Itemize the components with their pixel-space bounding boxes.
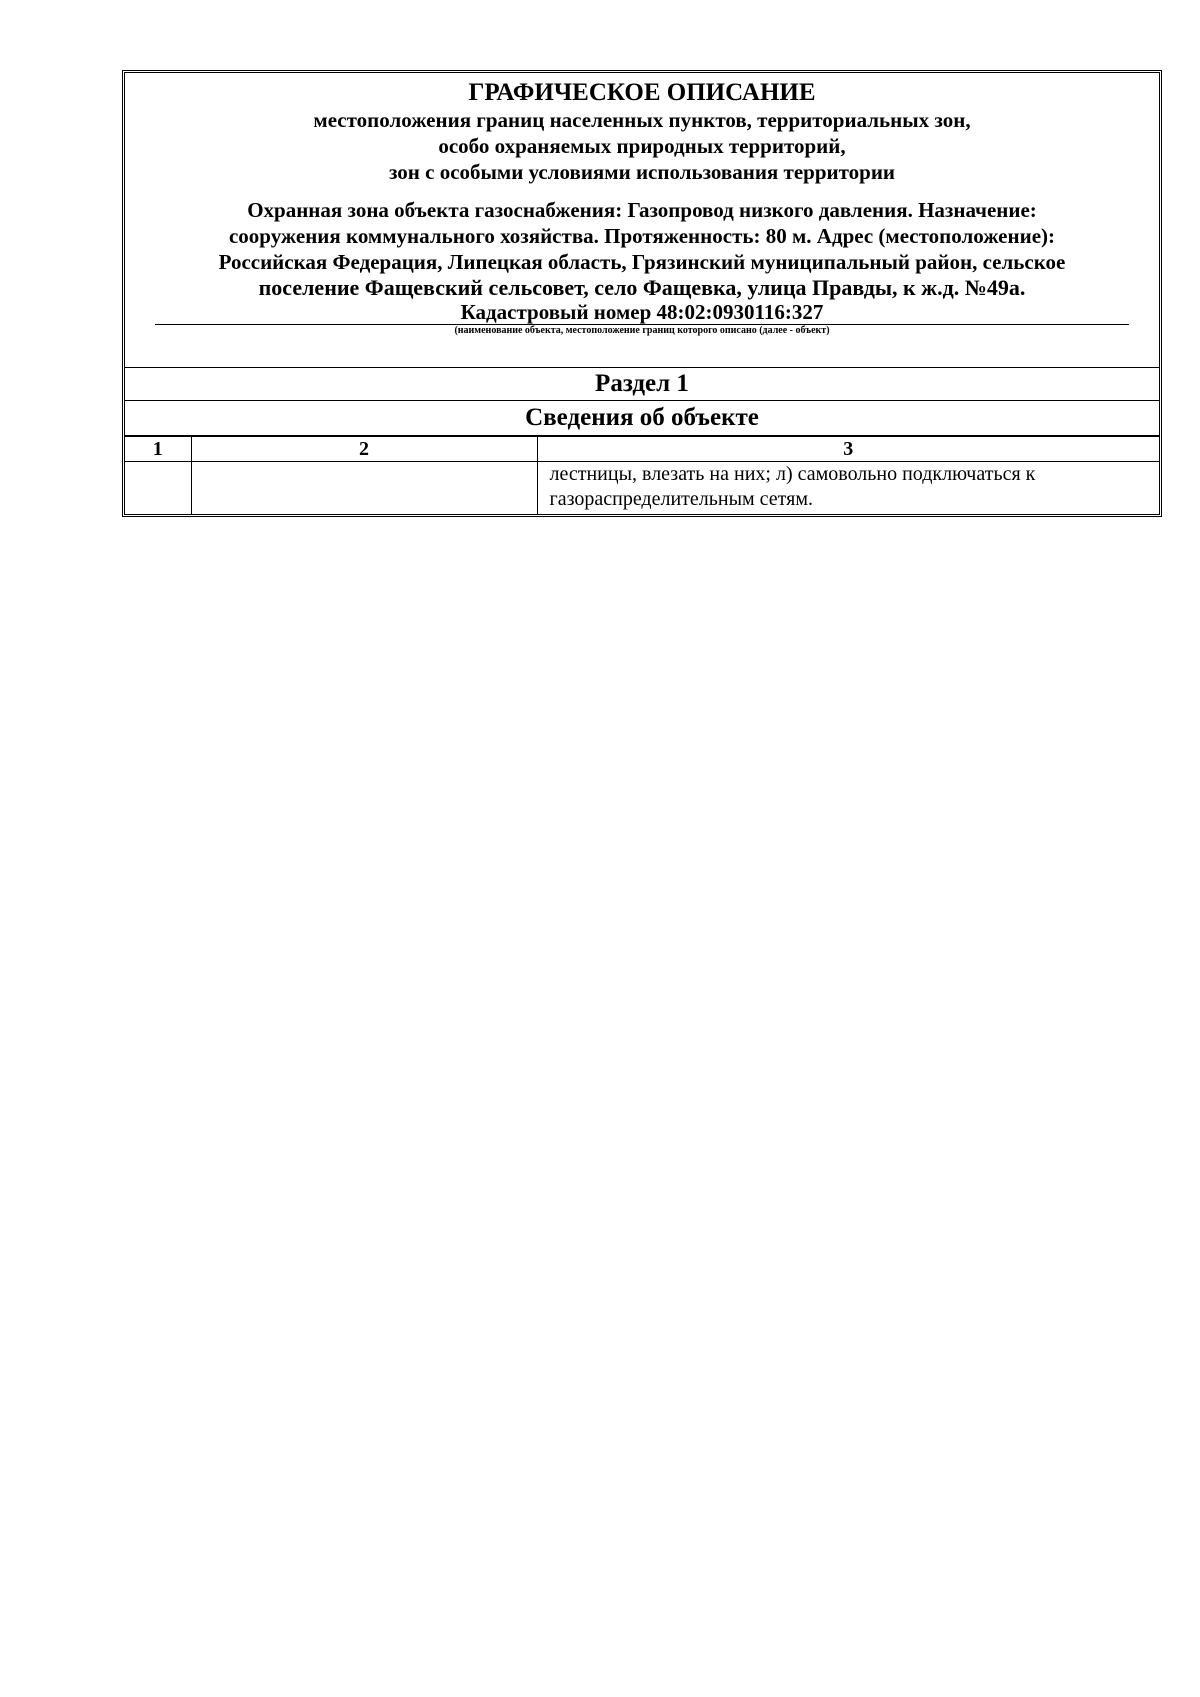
subtitle-line-1: местоположения границ населенных пунктов, территориальных зон, [313,108,971,132]
cadastral-number: Кадастровый номер 48:02:0930116:327 [460,300,824,324]
table-row [125,462,1159,515]
table-header-col-2: 2 [191,437,537,462]
header-spacer [145,337,1139,359]
table-cell-col-2 [191,462,537,515]
document-title: ГРАФИЧЕСКОЕ ОПИСАНИЕ [468,79,816,106]
table-cell-line-2: газораспределительным сетям. [549,488,814,510]
table-header-col-1: 1 [125,437,191,462]
object-caption: (наименование объекта, местоположение границ которого описано (далее - объект) [454,325,830,336]
document-header [125,73,1159,368]
table-header-row [125,437,1159,462]
table-cell-col-1 [125,462,191,515]
table-cell-line-1: лестницы, влезать на них; л) самовольно подключаться к [549,463,1036,485]
document-frame [122,70,1162,517]
table-cell-col-3 [537,462,1159,515]
content-table [125,437,1159,514]
subtitle-line-2: особо охраняемых природных территорий, [438,134,846,158]
info-title: Сведения об объекте [125,401,1159,437]
object-line-2: сооружения коммунального хозяйства. Протяженность: 80 м. Адрес (местоположение): [228,224,1056,248]
table-header-col-3: 3 [537,437,1159,462]
object-description [145,197,1139,323]
section-title: Раздел 1 [125,368,1159,401]
subtitle-line-3: зон с особыми условиями использования территории [388,160,896,184]
object-line-1: Охранная зона объекта газоснабжения: Газопровод низкого давления. Назначение: [247,198,1037,222]
object-line-4: поселение Фащевский сельсовет, село Фащевка, улица Правды, к ж.д. №49а. [258,275,1026,300]
object-line-3: Российская Федерация, Липецкая область, Грязинский муниципальный район, сельское [218,250,1066,274]
